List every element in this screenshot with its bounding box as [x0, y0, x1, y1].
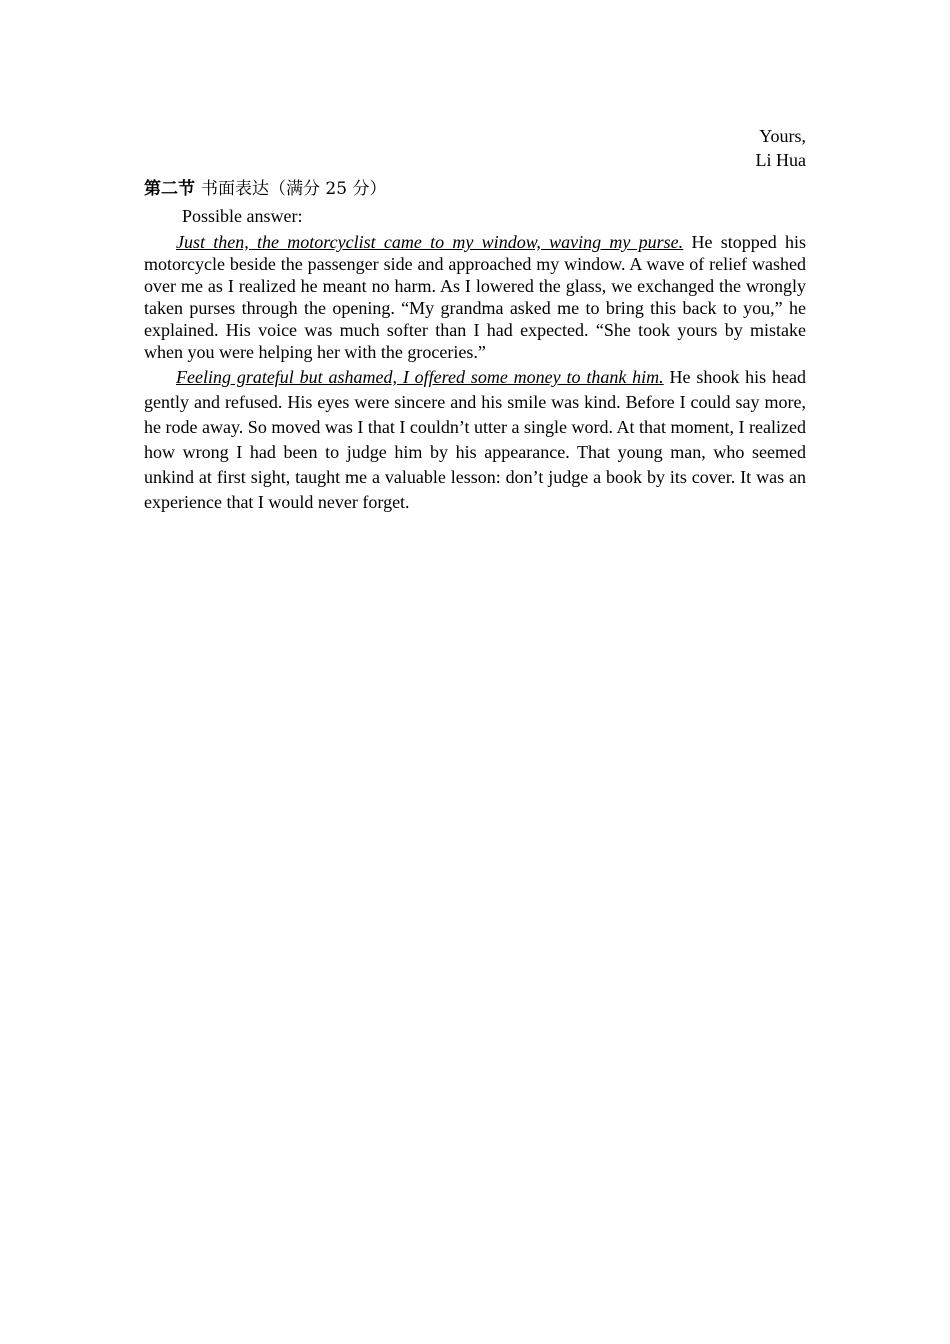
paragraph-2-body: He shook his head gently and refused. His eyes were sincere and his smile was kind. Before I could say more, he rode away. So moved was I that I couldn’t utter a single word. At that moment, I realized how wrong I had been to judge him by his appearance. That young man, who seemed unkind at first sight, taught me a valuable lesson: don’t judge a book by its cover. It was an experience that I would never forget. — [144, 367, 806, 512]
closing-signoff: Yours, — [759, 126, 806, 146]
closing-name: Li Hua — [755, 150, 806, 170]
paragraph-1-lead-sentence: Just then, the motorcyclist came to my window, waving my purse. — [176, 232, 684, 252]
section-subtitle: 书面表达（满分 25 分） — [201, 179, 387, 199]
section-title: 第二节 — [144, 179, 195, 199]
answer-paragraph-1 — [144, 231, 806, 363]
document-content — [144, 124, 806, 515]
answer-paragraph-2 — [144, 365, 806, 515]
answer-label: Possible answer: — [182, 206, 303, 226]
section-heading — [144, 176, 806, 202]
paragraph-2-lead-sentence: Feeling grateful but ashamed, I offered some money to thank him. — [176, 367, 664, 387]
letter-closing — [144, 124, 806, 172]
paragraph-1-body: He stopped his motorcycle beside the passenger side and approached my window. A wave of relief washed over me as I realized he meant no harm. As I lowered the glass, we exchanged the wrongly taken purses through the opening. “My grandma asked me to bring this back to you,” he explained. His voice was much softer than I had expected. “She took yours by mistake when you were helping her with the groceries.” — [144, 232, 806, 362]
